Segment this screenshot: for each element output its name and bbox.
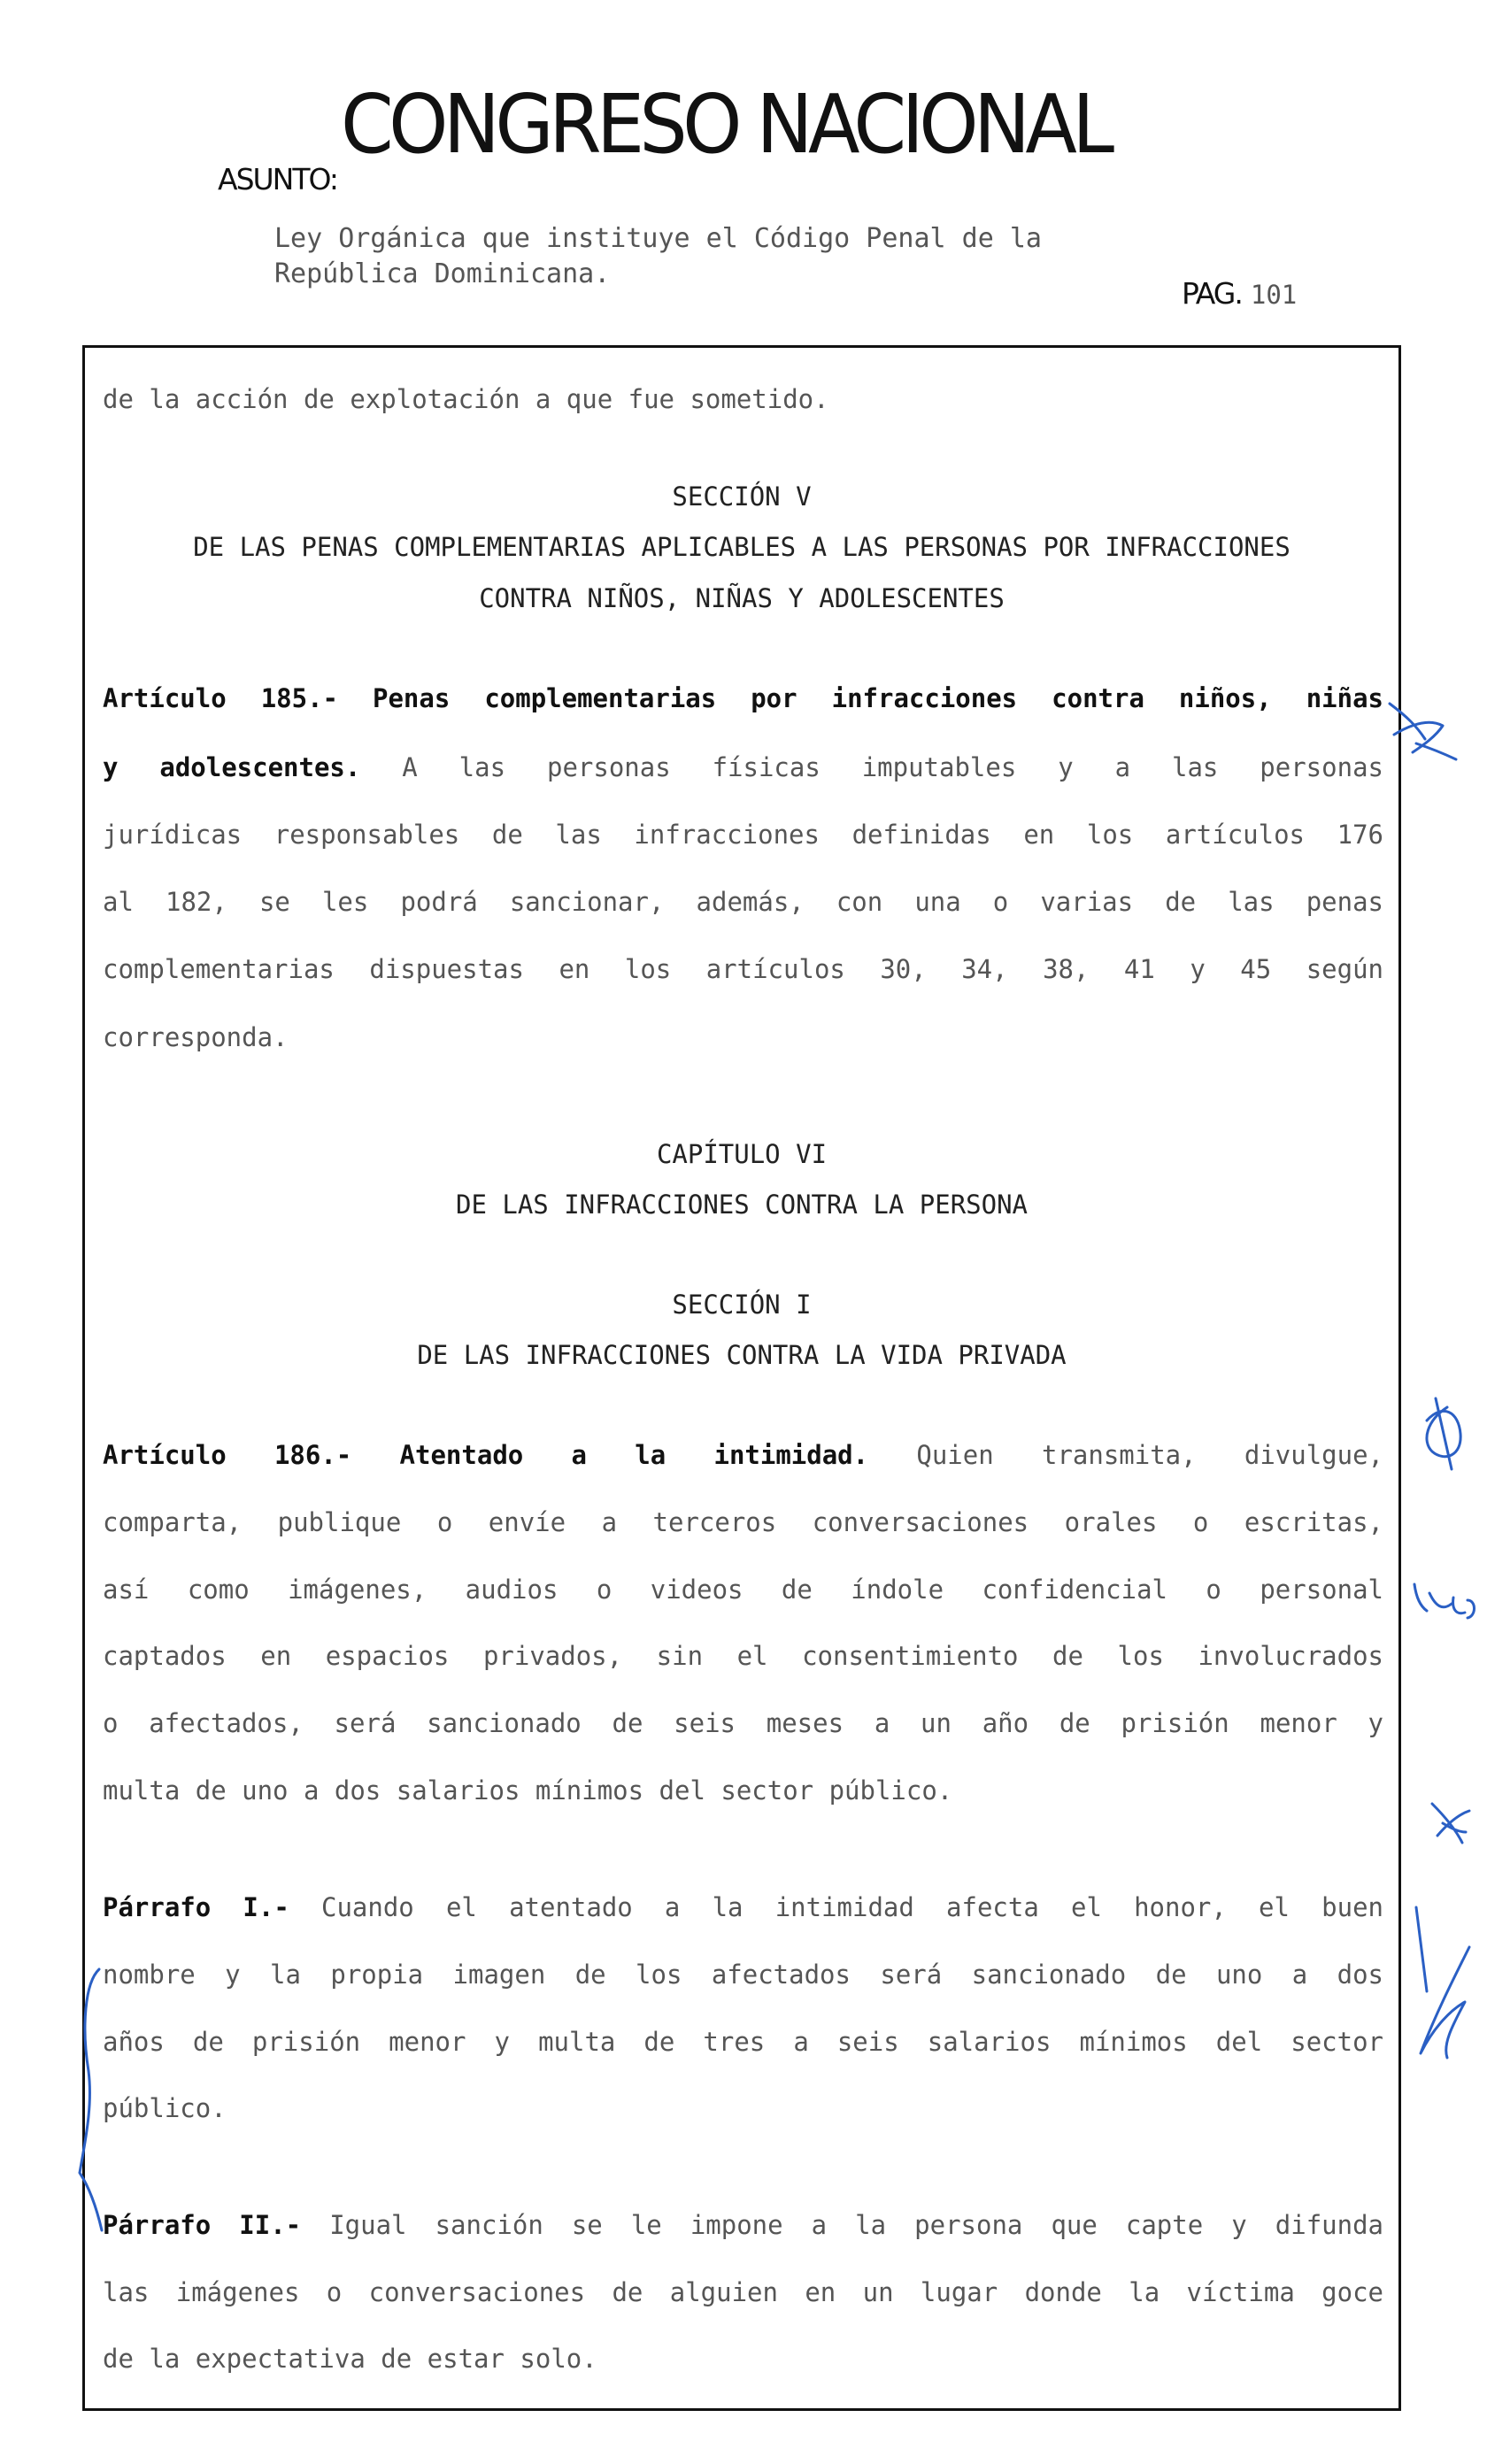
subject-line: República Dominicana.: [274, 258, 611, 289]
article-186-line: multa de uno a dos salarios mínimos del sector público.: [103, 1775, 953, 1806]
parrafo-2-line: [103, 2210, 1384, 2240]
parrafo-1-line: años de prisión menor y multa de tres a seis salarios mínimos del sector: [103, 2027, 1383, 2057]
chapter-vi-subtitle: DE LAS INFRACCIONES CONTRA LA PERSONA: [455, 1190, 1028, 1220]
article-186-line: así como imágenes, audios o videos de índole confidencial o personal: [103, 1575, 1383, 1605]
article-186-line: comparta, publique o envíe a terceros conversaciones orales o escritas,: [103, 1507, 1383, 1537]
article-185-heading-end: y adolescentes.: [103, 752, 361, 782]
initial-signature-4: [1432, 1804, 1469, 1843]
article-186-line: captados en espacios privados, sin el consentimiento de los involucrados: [103, 1641, 1383, 1671]
asunto-label: ASUNTO:: [218, 162, 338, 196]
parrafo-1-line: nombre y la propia imagen de los afectados será sancionado de uno a dos: [103, 1960, 1383, 1990]
institution-title: CONGRESO NACIONAL: [341, 77, 1110, 172]
continuation-line: de la acción de explotación a que fue sometido.: [103, 384, 829, 414]
article-185-line: [103, 752, 1383, 782]
initial-signature-5: [1416, 1907, 1469, 2058]
article-185-line: complementarias dispuestas en los artículos 30, 34, 38, 41 y 45 según: [103, 954, 1383, 984]
article-185-text: A las personas físicas imputables y a las personas: [402, 752, 1383, 782]
subject-text: [274, 221, 1042, 292]
parrafo-2-label: Párrafo II.-: [103, 2210, 302, 2240]
parrafo-2-line: las imágenes o conversaciones de alguien en un lugar donde la víctima goce: [103, 2277, 1383, 2307]
parrafo-2-text: Igual sanción se le impone a la persona que capte y difunda: [329, 2210, 1384, 2240]
section-i-title: SECCIÓN I: [672, 1290, 812, 1320]
article-185-line: jurídicas responsables de las infracciones definidas en los artículos 176: [103, 820, 1383, 850]
article-186-heading: Artículo 186.- Atentado a la intimidad.: [103, 1440, 869, 1470]
parrafo-1-line: [103, 1892, 1383, 1922]
article-185-line: al 182, se les podrá sancionar, además, con una o varias de las penas: [103, 887, 1383, 917]
page-label: PAG.: [1182, 276, 1242, 311]
initial-signature-3: [1414, 1584, 1475, 1618]
article-186-line: [103, 1440, 1384, 1470]
parrafo-1-line: público.: [103, 2093, 227, 2123]
article-185-heading: Artículo 185.- Penas complementarias por infracciones contra niños, niñas: [103, 683, 1383, 713]
section-i-subtitle: DE LAS INFRACCIONES CONTRA LA VIDA PRIVADA: [417, 1340, 1067, 1370]
article-186-line: o afectados, será sancionado de seis meses a un año de prisión menor y: [103, 1708, 1383, 1738]
section-v-title: SECCIÓN V: [672, 481, 812, 512]
article-186-text: Quien transmita, divulgue,: [916, 1440, 1384, 1470]
initial-signature-2: [1427, 1398, 1460, 1469]
page-number: 101: [1250, 280, 1298, 310]
chapter-vi-title: CAPÍTULO VI: [656, 1139, 828, 1169]
parrafo-2-line: de la expectativa de estar solo.: [103, 2344, 597, 2374]
article-185-line: corresponda.: [103, 1022, 289, 1052]
section-v-subtitle: CONTRA NIÑOS, NIÑAS Y ADOLESCENTES: [479, 583, 1005, 613]
page-number-block: [1182, 276, 1297, 311]
subject-line: Ley Orgánica que instituye el Código Penal de la: [274, 223, 1042, 254]
section-v-subtitle: DE LAS PENAS COMPLEMENTARIAS APLICABLES A LAS PERSONAS POR INFRACCIONES: [193, 532, 1291, 562]
parrafo-1-text: Cuando el atentado a la intimidad afecta el honor, el buen: [321, 1892, 1383, 1922]
parrafo-1-label: Párrafo I.-: [103, 1892, 289, 1922]
